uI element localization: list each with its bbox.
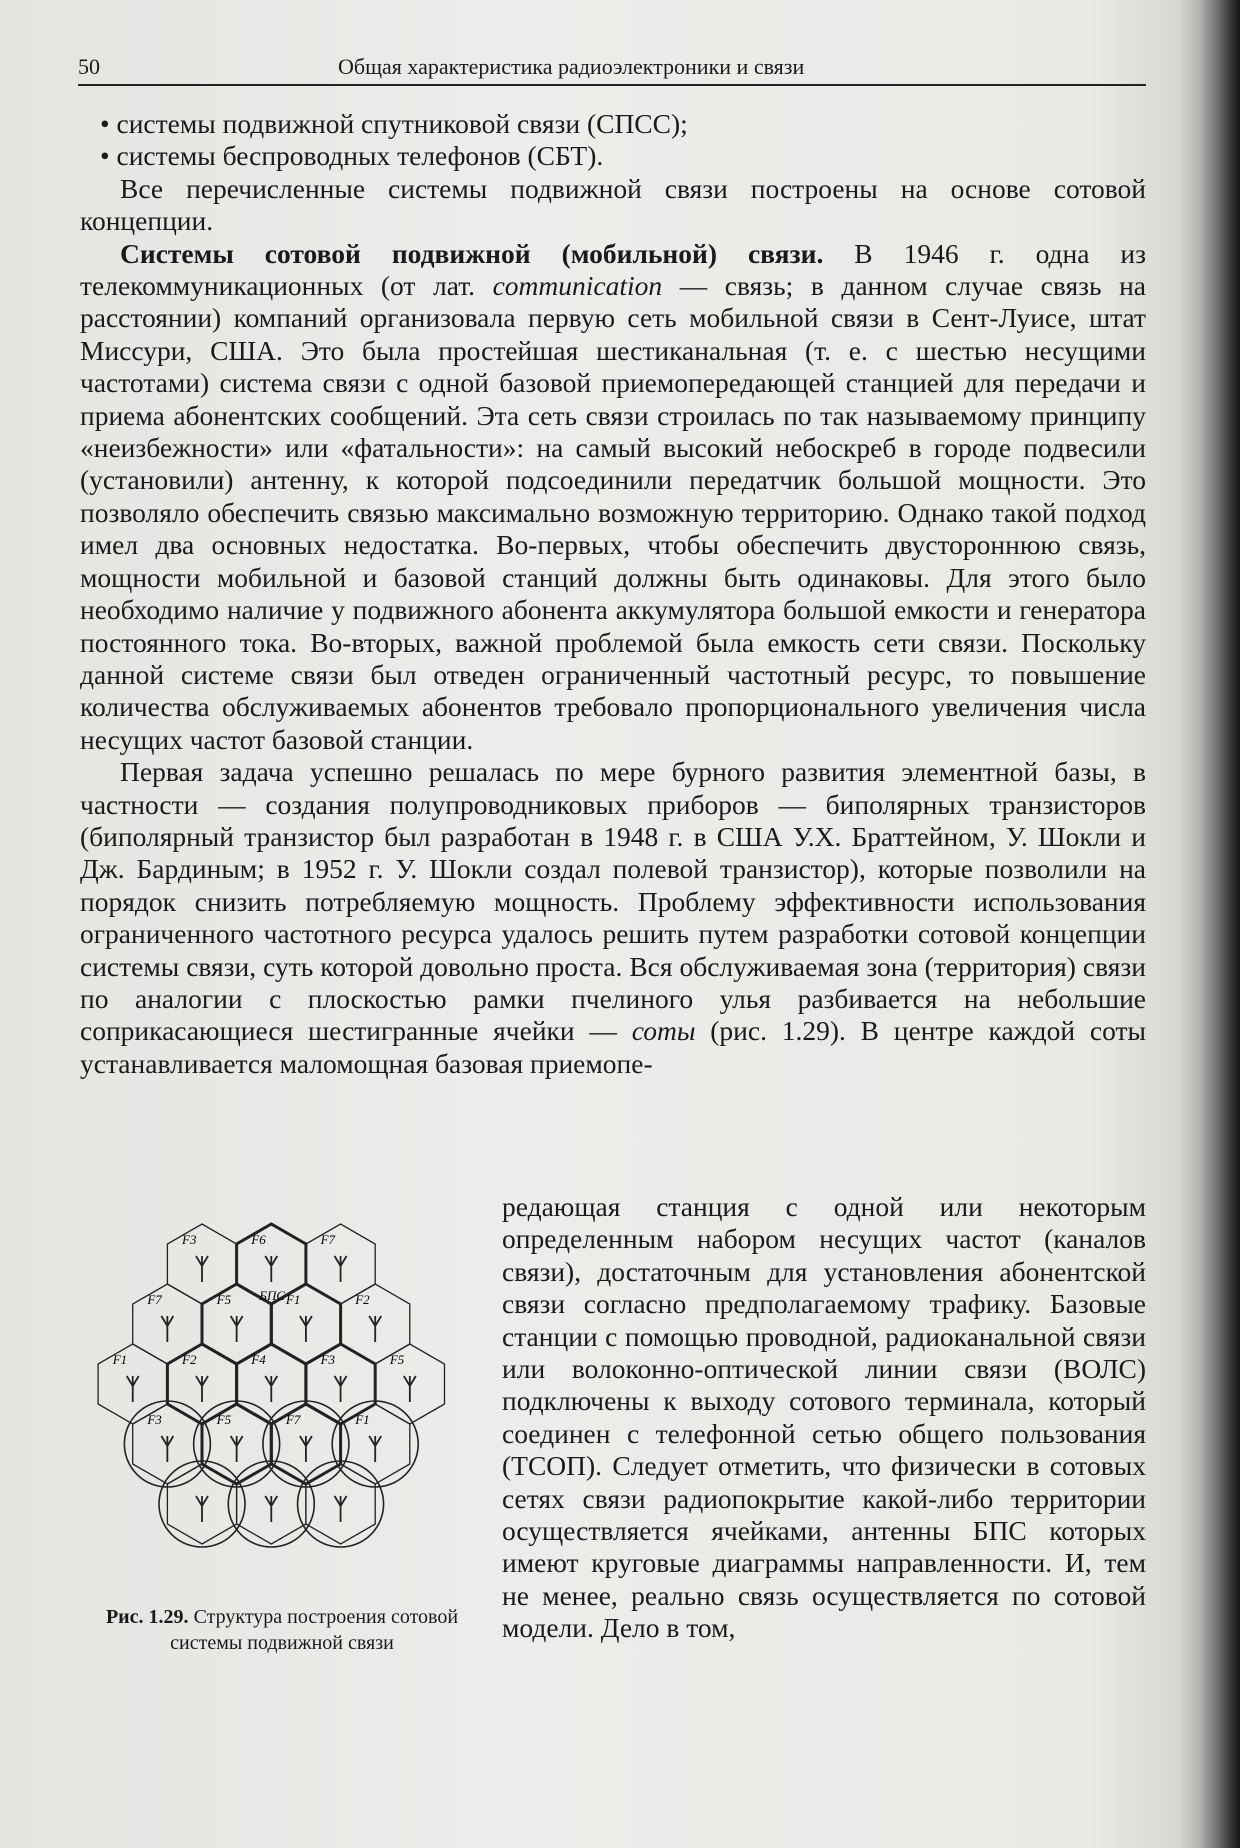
antenna-icon [369, 1316, 381, 1342]
hex-cell [263, 1401, 349, 1487]
figure-cell-structure [88, 1218, 468, 1598]
antenna-icon [161, 1436, 173, 1462]
page-binding-shadow [1200, 0, 1240, 1848]
antenna-icon [335, 1256, 347, 1282]
paragraph-text: Первая задача успешно решалась по мере бурного развития элементной базы, в частности — создания полупроводниковых приборов — биполярных транзисторов (биполярный транзистор был разработан в 1948 г. в США У.Х. Браттейном, У. Шокли и Дж. Бардиным; в 1952 г. У. Шокли создал полевой транзистор), которые позволили на порядок снизить потребляемую мощность. Проблему эффективности использования ограниченного частотного ресурса удалось решить путем разработки сотовой концепции системы связи, суть которой довольно проста. Вся обслуживаемая зона (территория) связи по аналогии с плоскостью рамки пчелиного улья разбивается на небольшие соприкасающиеся шестигранные ячейки — [80, 756, 1146, 1047]
frequency-label: F5 [389, 1352, 405, 1367]
paragraph-text: В 1946 г. одна из телекоммуникационных (от лат. [80, 237, 1146, 302]
frequency-label: F3 [147, 1412, 162, 1427]
antenna-icon [265, 1376, 277, 1402]
frequency-label: F1 [285, 1292, 301, 1307]
hex-cell [124, 1401, 210, 1487]
main-text [80, 108, 1146, 1080]
frequency-label: F7 [320, 1232, 336, 1247]
paragraph-continuation: редающая станция с одной или некоторым определенным набором несущих частот (каналов связи), достаточным для установления абонентской связи согласно предполагаемому трафику. Базовые станции с помощью проводной, радиоканальной связи или волоконно-оптической линии связи (ВОЛС) подключены к выходу сотового терминала, который соединен с телефонной сетью общего пользования (ТСОП). Следует отметить, что физически в сотовых сетях связи радиопокрытие какой-либо территории осуществляется ячейками, антенны БПС которых имеют круговые диаграммы направленности. И, тем не менее, реально связь осуществляется по сотовой модели. Дело в том, [502, 1191, 1146, 1644]
figure-caption [96, 1604, 468, 1656]
hex-cell [228, 1461, 314, 1547]
italic-term: соты [631, 1015, 696, 1047]
antenna-icon [231, 1316, 243, 1342]
antenna-icon [231, 1436, 243, 1462]
paragraph-text: (рис. 1.29). В центре каждой соты устанавливается маломощная базовая приемопе- [80, 1015, 1146, 1079]
frequency-label: F2 [355, 1292, 370, 1307]
page-number: 50 [78, 54, 100, 79]
frequency-label: F1 [112, 1352, 128, 1367]
bullet-item: • системы беспроводных телефонов (СБТ). [100, 140, 604, 172]
hex-cell [159, 1461, 245, 1547]
antenna-icon [196, 1376, 208, 1402]
antenna-icon [265, 1256, 277, 1282]
bps-label: БПС [259, 1288, 286, 1303]
paragraph [80, 756, 1146, 1080]
hex-cell [194, 1401, 280, 1487]
bullet-item: • системы подвижной спутниковой связи (СПСС); [100, 108, 688, 139]
frequency-label: F3 [182, 1232, 197, 1247]
paragraph [80, 238, 1146, 757]
frequency-label: F7 [147, 1292, 162, 1307]
hex-cell [375, 1344, 444, 1424]
latin-term: communication [492, 270, 663, 302]
antenna-icon [335, 1496, 347, 1522]
frequency-label: F4 [251, 1352, 266, 1367]
antenna-icon [161, 1316, 173, 1342]
frequency-label: F6 [251, 1232, 266, 1247]
running-title: Общая характеристика радиоэлектроники и связи [338, 54, 805, 79]
frequency-label: F5 [216, 1412, 232, 1427]
antenna-icon [127, 1376, 139, 1402]
frequency-label: F3 [320, 1352, 336, 1367]
antenna-icon [196, 1256, 208, 1282]
antenna-icon [404, 1376, 416, 1402]
frequency-label: F2 [182, 1352, 197, 1367]
antenna-icon [300, 1316, 312, 1342]
hex-cell [332, 1401, 418, 1487]
paragraph-text: — связь; в данном случае связь на расстоянии) компаний организовала первую сеть мобильной связи в Сент-Луисе, штат Миссури, США. Это была простейшая шестиканальная (т. е. с шестью несущими частотами) система связи с одной базовой приемопередающей станцией для передачи и приема абонентских сообщений. Эта сеть связи строилась по так называемому принципу «неизбежности» или «фатальности»: на самый высокий небоскреб в городе подвесили (установили) антенну, к которой подсоединили передатчик большой мощности. Это позволяло обеспечить связью максимально возможную территорию. Однако такой подход имел два основных недостатка. Во-первых, чтобы обеспечить двустороннюю связь, мощности мобильной и базовой станций должны быть одинаковы. Для этого было необходимо наличие у подвижного абонента аккумулятора большой емкости и генератора постоянного тока. Во-вторых, важной проблемой была емкость сети связи. Поскольку данной системе связи был отведен ограниченный частотный ресурс, то повышение количества обслуживаемых абонентов требовало пропорционального увеличения числа несущих частот базовой станции. [80, 270, 1146, 755]
paragraph-heading: Системы сотовой подвижной (мобильной) связи. [120, 237, 824, 269]
caption-number: Рис. 1.29. [105, 1606, 189, 1628]
frequency-label: F1 [355, 1412, 370, 1427]
caption-text: Структура построения сотовой системы подвижной связи [170, 1606, 459, 1654]
page-header [78, 50, 1146, 86]
antenna-icon [300, 1436, 312, 1462]
hex-cell [298, 1461, 384, 1547]
antenna-icon [196, 1496, 208, 1522]
paragraph: Все перечисленные системы подвижной связи построены на основе сотовой концепции. [80, 172, 1146, 237]
antenna-icon [369, 1436, 381, 1462]
frequency-label: F5 [216, 1292, 232, 1307]
frequency-label: F7 [285, 1412, 301, 1427]
antenna-icon [265, 1496, 277, 1522]
antenna-icon [335, 1376, 347, 1402]
